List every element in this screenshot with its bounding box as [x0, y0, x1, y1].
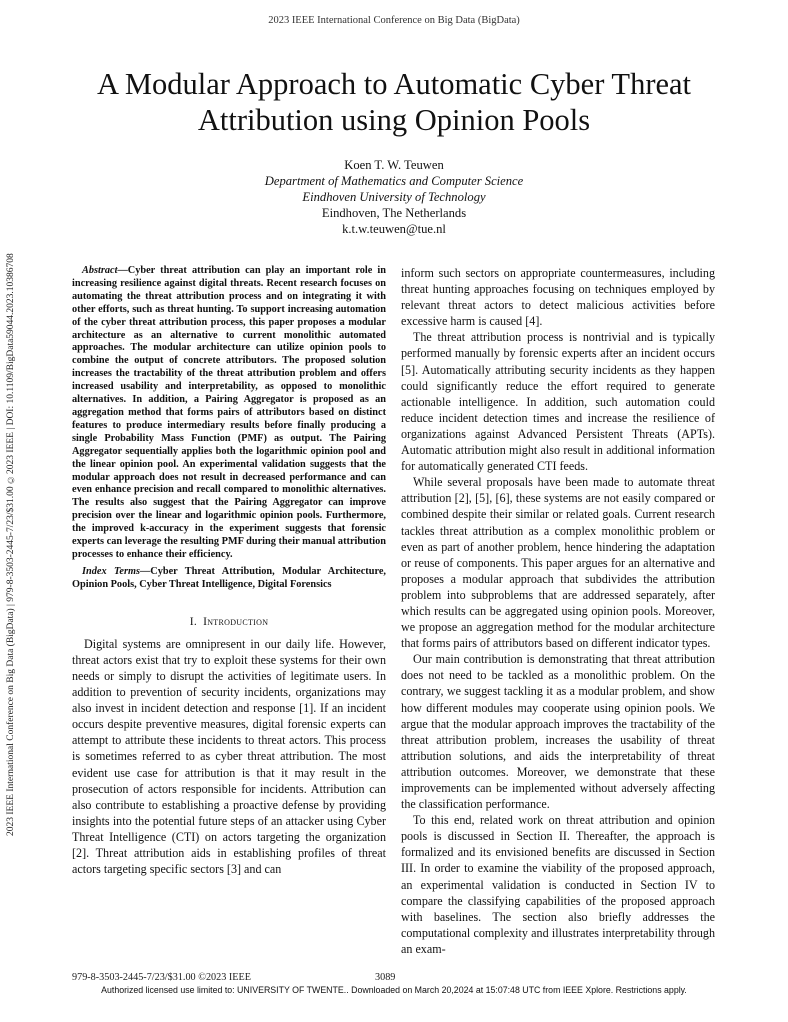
author-block: [0, 157, 788, 237]
title-line-1: A Modular Approach to Automatic Cyber Threat: [96, 67, 692, 101]
abstract-text: —Cyber threat attribution can play an important role in increasing resilience against digital threats. Recent research focuses on automating the threat attribution process and on integrating it with other efforts, such as threat hunting. To support increasing automation of the cyber threat attribution process, this paper proposes a modular architecture as an alternative to current monolithic automated approaches. The modular architecture can utilize opinion pools to combine the output of concrete attributors. The proposed solution increases the tractability of the threat attribution problem and offers increased usability and interpretability, as opposed to monolithic alternatives. In addition, a Pairing Aggregator is proposed as an aggregation method that forms pairs of attributors based on distinct features to produce intermediary results before finally producing a single Probability Mass Function (PMF) as output. The Pairing Aggregator sequentially applies both the logarithmic opinion pool and the linear opinion pool. An experimental validation suggests that the modular approach does not result in decreased performance and can even enhance precision and recall compared to monolithic alternatives. The results also suggest that the Pairing Aggregator can improve precision over the linear and logarithmic opinion pools. Furthermore, the improved k-accuracy in the experiment suggests that forensic experts can leverage the resulting PMF during their manual attribution processes to enhance their efficiency.: [72, 265, 386, 560]
author-department: Department of Mathematics and Computer Science: [264, 174, 524, 188]
abstract-label: Abstract: [82, 265, 118, 276]
left-column: [72, 265, 386, 877]
conference-header: 2023 IEEE International Conference on Big Data (BigData): [268, 15, 520, 26]
section-number: I.: [189, 614, 198, 628]
author-email[interactable]: k.t.w.teuwen@tue.nl: [342, 222, 446, 236]
intro-paragraph-3: While several proposals have been made to automate threat attribution [2], [5], [6], these systems are not easily compared or combined despite their similar or related goals. Current research tackles threat attribution as a complex monolithic problem or even as part of another problem, hence hindering the adaptation or reuse of components. This paper argues for an alternative and proposes a modular approach that subdivides the attribution problem into subproblems that are addressed separately, after which results can be aggregated using opinion pools. Moreover, we propose an aggregation method for the modular architecture that forms pairs of attributors based on different indicator types.: [401, 475, 715, 651]
intro-paragraph-1: Digital systems are omnipresent in our daily life. However, threat actors exist that try to exploit these systems for their own needs or simply to disrupt the activities of legitimate users. In addition to prevention of security incidents, organizations may also invest in incident detection and response [1]. If an incident occurs despite preventive measures, digital forensic experts can attempt to attribute these incidents to threat actors. This process is sometimes referred to as cyber threat attribution. The most evident use case for attribution is that it may result in the prosecution of actors responsible for incidents. Attribution can also contribute to establishing a proactive defense by providing insights into the potential future steps of an attacker using Cyber Threat Intelligence (CTI) on actors targeting the organization [2]. Threat attribution aids in establishing profiles of threat actors targeting specific sectors [3] and can: [72, 636, 386, 877]
section-title: Introduction: [203, 614, 269, 628]
side-doi-banner: 2023 IEEE International Conference on Big Data (BigData) | 979-8-3503-2445-7/23/$31.00 ©2023 IEEE | DOI: 10.1109/BigData59044.2023.10386708: [6, 253, 16, 836]
intro-paragraph-2: The threat attribution process is nontrivial and is typically performed manually by forensic experts after an incident occurs [5]. Automatically attributing security incidents as they happen could significantly reduce the effort required to generate actionable intelligence. In addition, such automation could reduce incident detection times and increase the resilience of organizations against Advanced Persistent Threats (APTs). Automatic attribution might also result in additional information for automatically generated CTI feeds.: [401, 330, 715, 474]
intro-paragraph-continued: inform such sectors on appropriate countermeasures, including threat hunting approaches focusing on techniques employed by relevant threat actors to detect malicious activities before excessive harm is caused [4].: [401, 266, 715, 329]
page-number: 3089: [375, 972, 396, 983]
license-notice: Authorized licensed use limited to: UNIVERSITY OF TWENTE.. Downloaded on March 20,2024 at 15:07:48 UTC from IEEE Xplore. Restrictions apply.: [101, 985, 687, 995]
intro-paragraph-5: To this end, related work on threat attribution and opinion pools is discussed in Section II. Thereafter, the approach is formalized and its envisioned benefits are discussed in Section III. In order to examine the viability of the proposed approach, an experimental validation is conducted in Section IV to compare the classifying capabilities of the proposed approach with baselines. The section also briefly addresses the computational complexity and illustrates interpretability through an exam-: [401, 813, 715, 956]
index-terms-text: —Cyber Threat Attribution, Modular Architecture, Opinion Pools, Cyber Threat Intelligence, Digital Forensics: [72, 565, 386, 590]
footer-isbn: 979-8-3503-2445-7/23/$31.00 ©2023 IEEE: [72, 972, 251, 983]
author-location: Eindhoven, The Netherlands: [321, 206, 467, 220]
index-terms: [72, 566, 386, 592]
index-terms-label: Index Terms: [82, 565, 140, 577]
paper-title: [40, 66, 748, 138]
author-university: Eindhoven University of Technology: [302, 190, 486, 204]
section-heading-introduction: [72, 614, 386, 630]
author-name: Koen T. W. Teuwen: [344, 158, 444, 172]
intro-paragraph-4: Our main contribution is demonstrating that threat attribution does not need to be tackled as a monolithic problem. On the contrary, we suggest tackling it as a modular problem, and show how different modules may cooperate using opinion pools. We argue that the modular approach improves the tractability of the threat attribution problem, increases the usability of threat attribution solutions, and aids the interpretability of threat attribution outcomes. Moreover, we demonstrate that these improvements can be implemented without adversely affecting the classification performance.: [401, 652, 715, 812]
title-line-2: Attribution using Opinion Pools: [197, 103, 591, 137]
abstract: [72, 265, 386, 562]
right-column: [401, 265, 715, 957]
